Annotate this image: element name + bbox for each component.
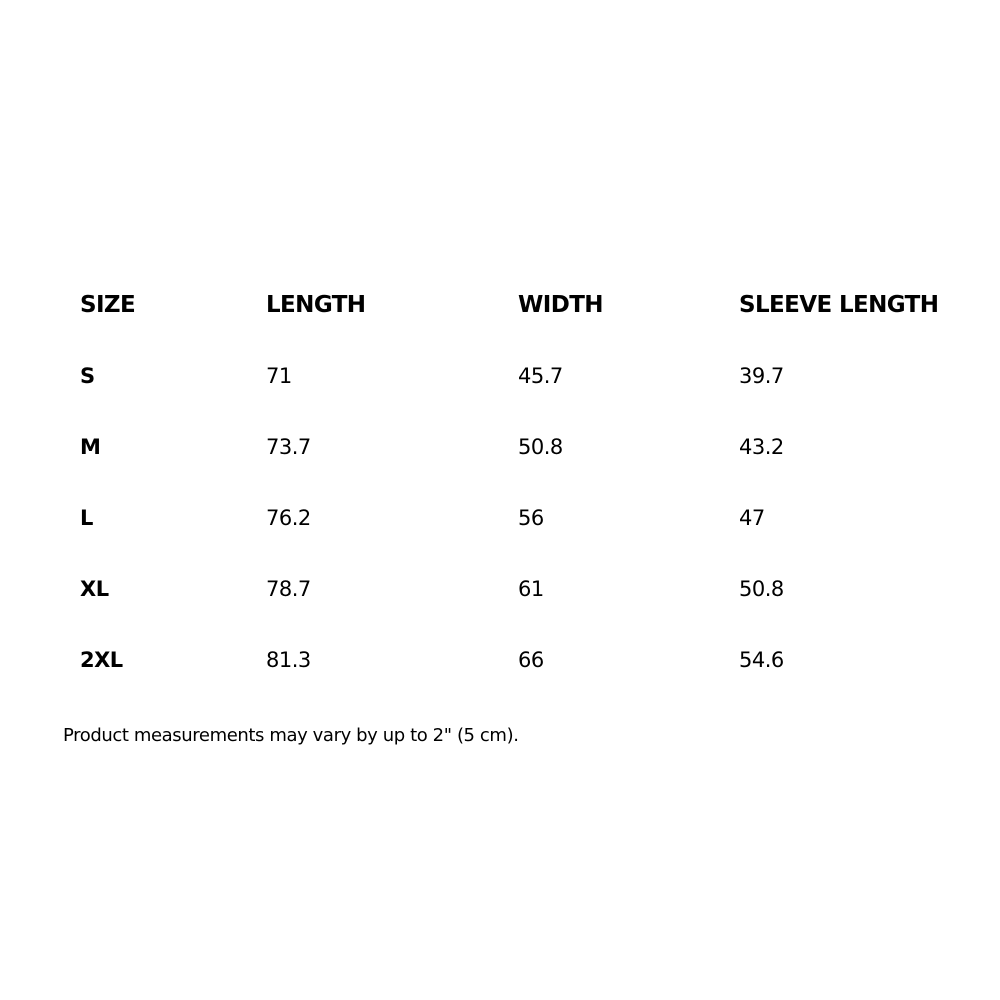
cell-length: 73.7	[266, 435, 311, 459]
cell-sleeve-length: 54.6	[739, 648, 784, 672]
table-row	[0, 498, 1000, 538]
cell-size: 2XL	[80, 648, 123, 672]
cell-length: 78.7	[266, 577, 311, 601]
header-width: WIDTH	[518, 292, 603, 318]
cell-size: XL	[80, 577, 109, 601]
table-row	[0, 356, 1000, 396]
cell-width: 66	[518, 648, 544, 672]
header-length: LENGTH	[266, 292, 366, 318]
header-size: SIZE	[80, 292, 136, 318]
cell-width: 56	[518, 506, 544, 530]
cell-length: 81.3	[266, 648, 311, 672]
table-row	[0, 427, 1000, 467]
table-row	[0, 569, 1000, 609]
cell-size: M	[80, 435, 101, 459]
cell-sleeve-length: 47	[739, 506, 765, 530]
cell-sleeve-length: 50.8	[739, 577, 784, 601]
header-sleeve-length: SLEEVE LENGTH	[739, 292, 939, 318]
cell-width: 45.7	[518, 364, 563, 388]
cell-length: 71	[266, 364, 292, 388]
table-row	[0, 640, 1000, 680]
cell-length: 76.2	[266, 506, 311, 530]
cell-width: 61	[518, 577, 544, 601]
table-header-row	[0, 284, 1000, 324]
cell-size: S	[80, 364, 95, 388]
measurement-footnote: Product measurements may vary by up to 2" (5 cm).	[63, 725, 519, 746]
cell-sleeve-length: 39.7	[739, 364, 784, 388]
cell-sleeve-length: 43.2	[739, 435, 784, 459]
cell-size: L	[80, 506, 93, 530]
cell-width: 50.8	[518, 435, 563, 459]
